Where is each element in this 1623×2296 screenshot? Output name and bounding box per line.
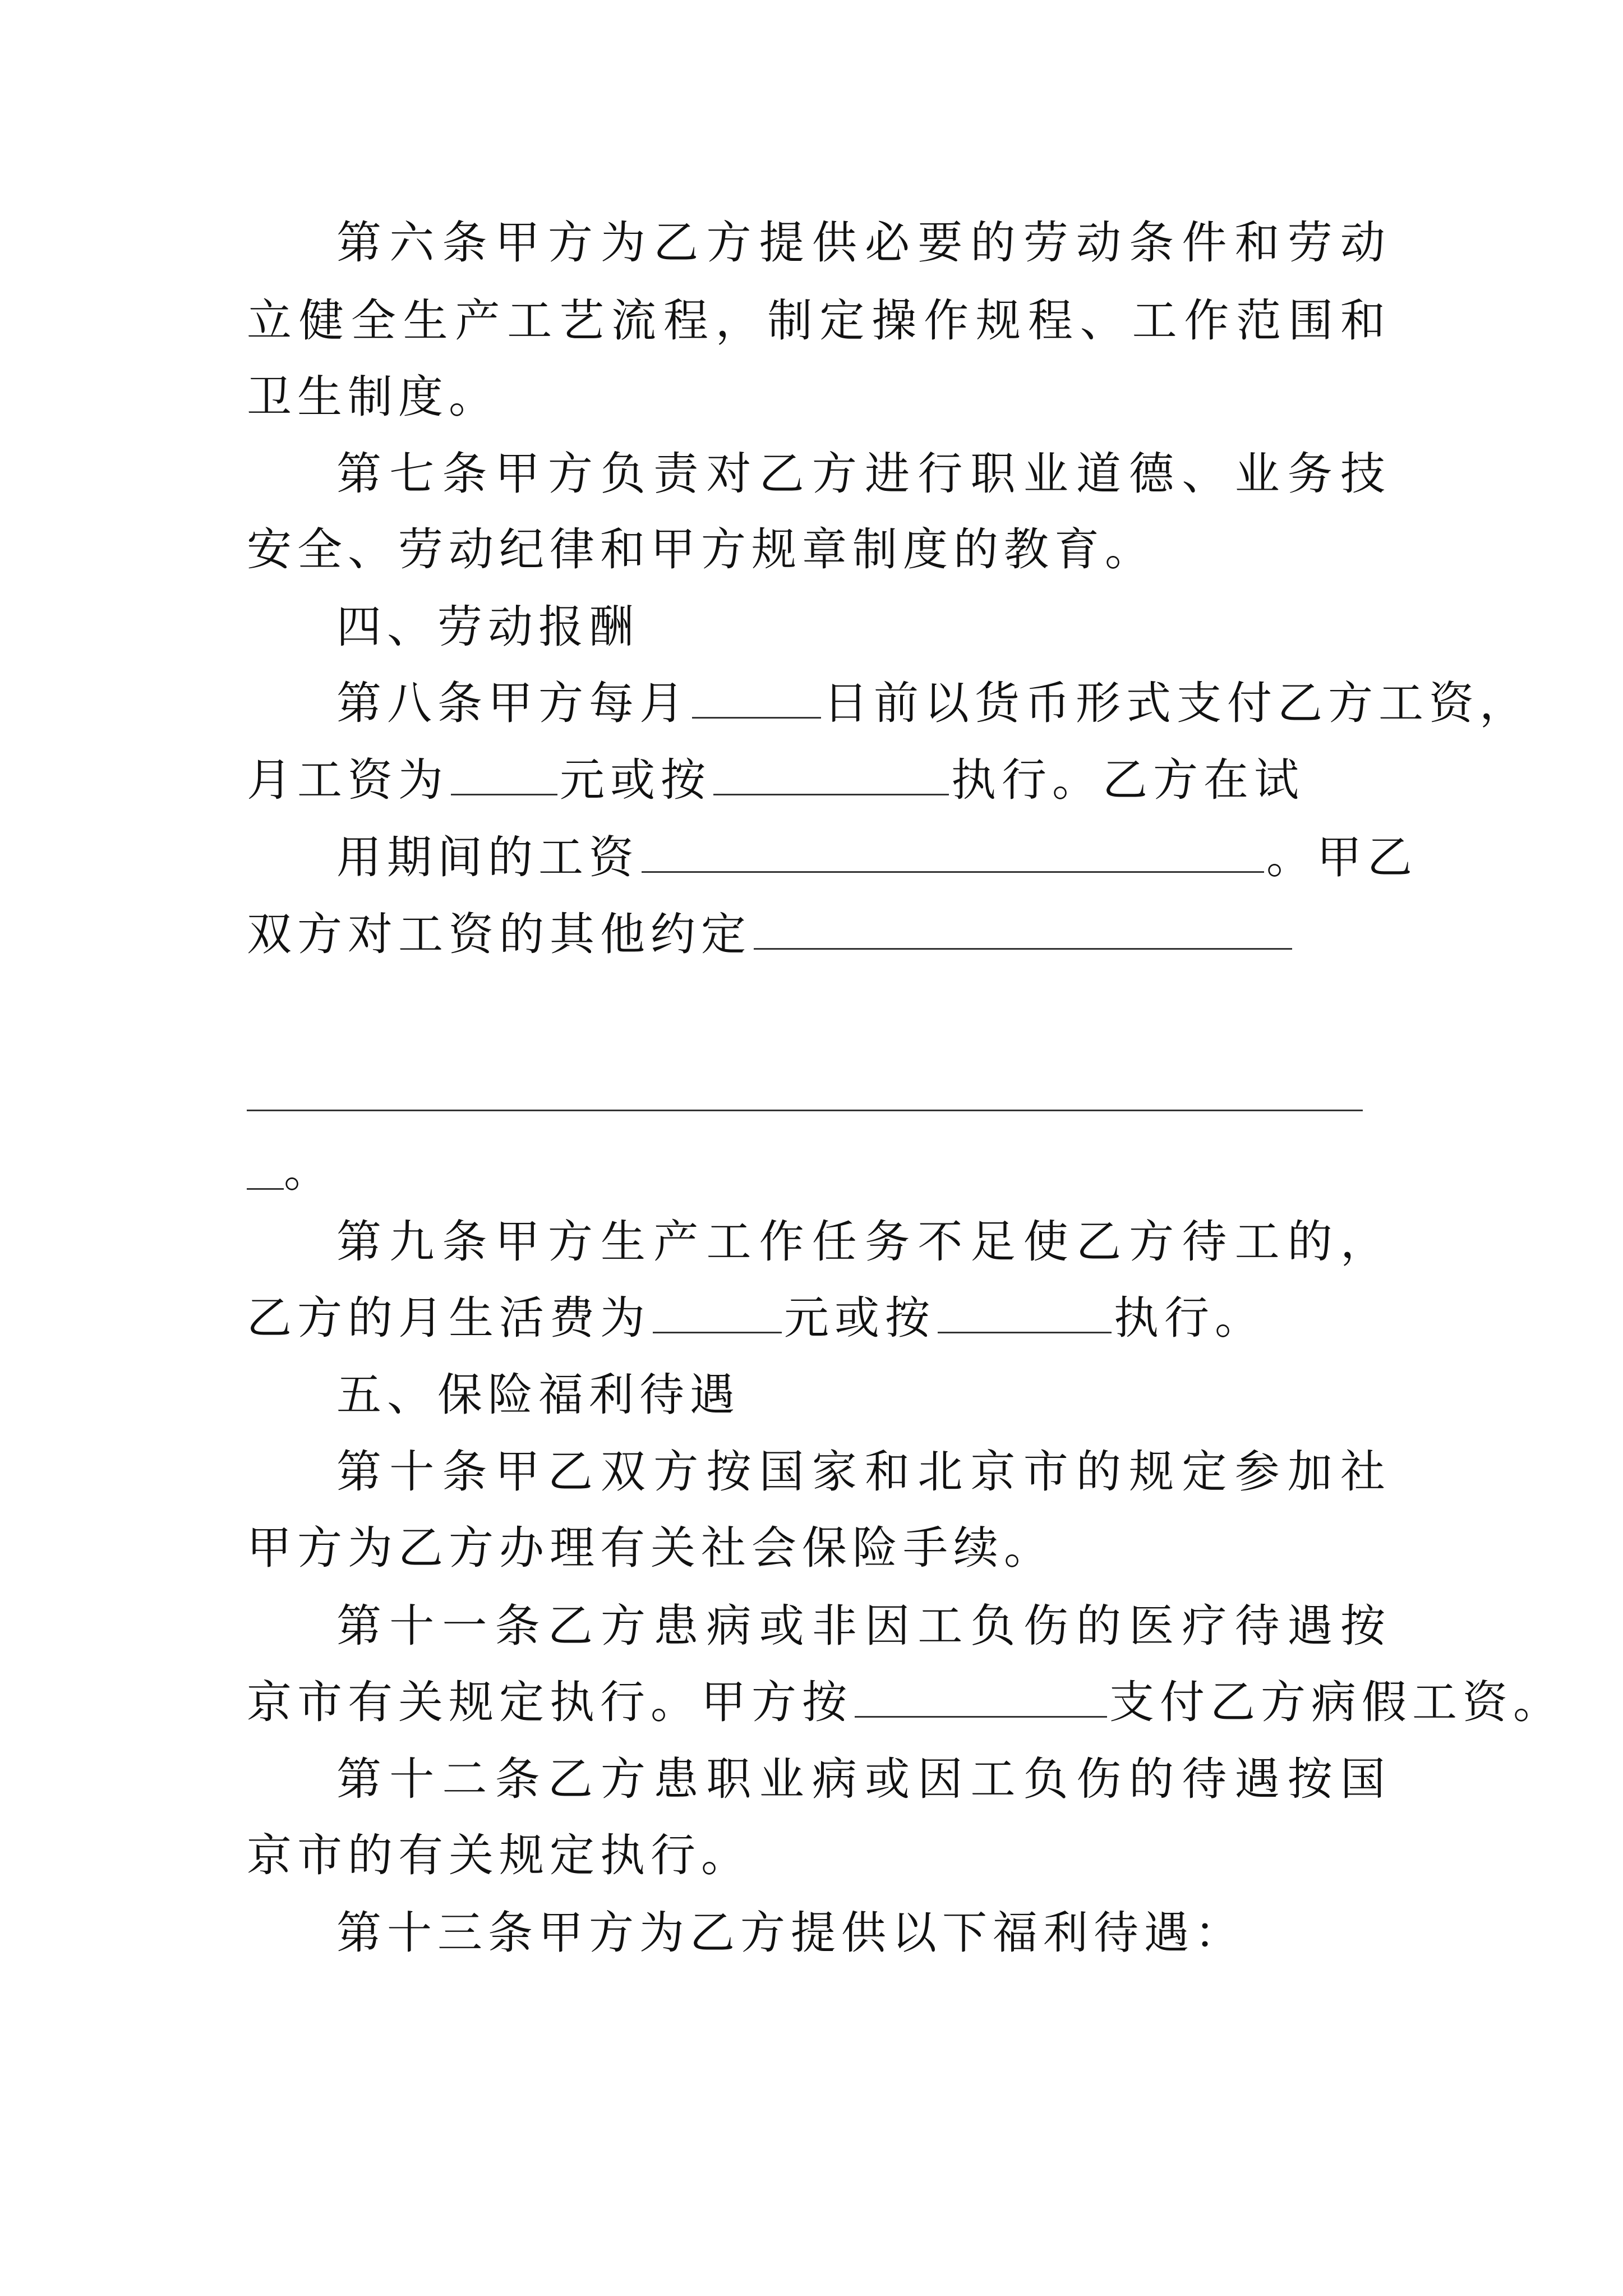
article-7-line-2: 安全、劳动纪律和甲方规章制度的教育。	[247, 523, 1155, 576]
article-6-line-3: 卫生制度。	[247, 371, 499, 423]
article-9-line-2	[247, 1290, 1391, 1346]
pay-day-blank	[692, 682, 821, 719]
article-8-text-1a: 第八条甲方每月	[336, 677, 690, 729]
article-6-line-2: 立健全生产工艺流程，制定操作规程、工作范围和	[247, 295, 1391, 347]
other-wage-terms-blank	[754, 913, 1292, 950]
article-9-line-1: 第九条甲方生产工作任务不足使乙方待工的，	[336, 1216, 1391, 1268]
article-8-text-3a: 用期间的工资	[336, 831, 639, 884]
article-8-line-1	[336, 675, 1530, 731]
article-7-line-1: 第七条甲方负责对乙方进行职业道德、业务技	[336, 448, 1391, 500]
probation-wage-blank	[642, 836, 1264, 873]
sick-pay-basis-blank	[855, 1681, 1107, 1718]
monthly-wage-blank	[451, 759, 557, 795]
section-4-heading: 四、劳动报酬	[336, 601, 639, 653]
article-9-text-2b: 元或按	[784, 1292, 935, 1344]
article-8-line-3	[336, 830, 1418, 886]
article-10-line-2: 甲方为乙方办理有关社会保险手续。	[247, 1522, 1054, 1574]
article-8-text-2c: 执行。乙方在试	[951, 754, 1304, 806]
wage-basis-blank	[713, 759, 949, 795]
article-8-text-2a: 月工资为	[247, 754, 449, 806]
article-9-text-2c: 执行。	[1114, 1292, 1265, 1344]
article-11-text-2b: 支付乙方病假工资。	[1109, 1676, 1564, 1728]
article-10-line-1: 第十条甲乙双方按国家和北京市的规定参加社	[336, 1446, 1391, 1498]
article-13-line-1: 第十三条甲方为乙方提供以下福利待遇：	[336, 1907, 1245, 1959]
article-8-line-2	[247, 752, 1391, 808]
article-8-text-4a: 双方对工资的其他约定	[247, 908, 751, 960]
other-wage-terms-rule-end	[247, 1188, 284, 1190]
article-6-line-1: 第六条甲方为乙方提供必要的劳动条件和劳动	[336, 217, 1391, 269]
article-8-text-3b: 。甲乙	[1266, 831, 1418, 884]
article-8-text-1b: 日前以货币形式支付乙方工资，	[823, 677, 1530, 729]
allowance-basis-blank	[938, 1297, 1112, 1333]
article-12-line-2: 京市的有关规定执行。	[247, 1829, 751, 1881]
other-wage-terms-rule	[247, 1110, 1363, 1111]
article-8-end-mark: 。	[284, 1145, 329, 1197]
article-11-text-2a: 京市有关规定执行。甲方按	[247, 1676, 852, 1728]
living-allowance-blank	[653, 1297, 782, 1333]
article-12-line-1: 第十二条乙方患职业病或因工负伤的待遇按国	[336, 1753, 1391, 1805]
article-11-line-1: 第十一条乙方患病或非因工负伤的医疗待遇按	[336, 1600, 1391, 1652]
article-11-line-2	[247, 1674, 1564, 1731]
article-8-line-4	[247, 907, 1391, 963]
article-8-text-2b: 元或按	[560, 754, 711, 806]
section-5-heading: 五、保险福利待遇	[336, 1369, 740, 1421]
article-9-text-2a: 乙方的月生活费为	[247, 1292, 651, 1344]
